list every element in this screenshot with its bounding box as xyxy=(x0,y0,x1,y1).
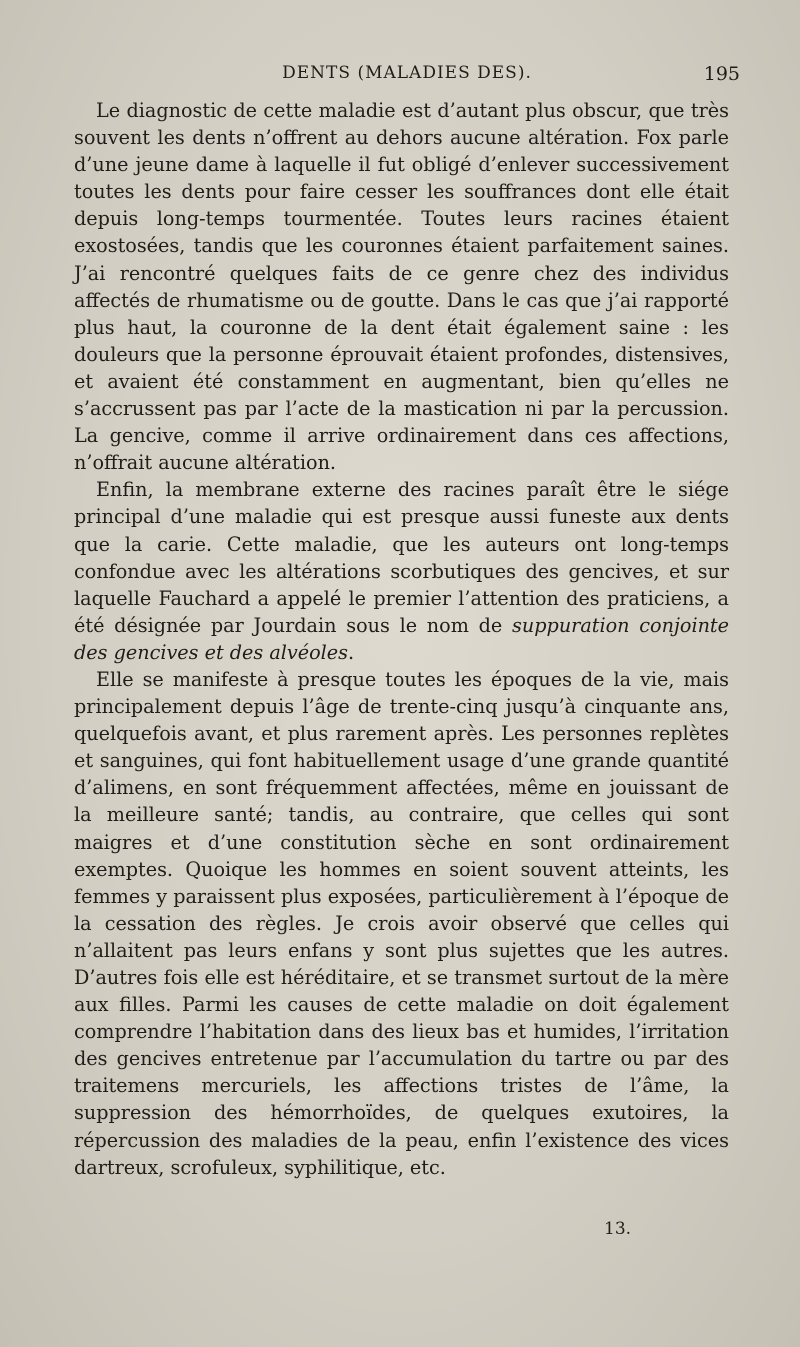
signature-mark: 13. xyxy=(604,1219,632,1239)
body-text xyxy=(74,97,729,1181)
page-number: 195 xyxy=(703,63,740,85)
paragraph-membrane xyxy=(74,476,729,666)
running-title: DENTS (MALADIES DES). xyxy=(282,63,532,83)
paragraph-causes xyxy=(74,666,729,1181)
running-head xyxy=(74,63,740,93)
paragraph-causes-text: Elle se manifeste à presque toutes les époques de la vie, mais principalement depuis l’âge de trente-cinq jusqu’à cinquante ans, quelquefois avant, et plus rarement après. Les personnes replètes et sanguines, qui font habituellement usage d’une grande quantité d’alimens, en sont fréquemment affectées, même en jouissant de la meilleure santé; tandis, au contraire, que celles qui sont maigres et d’une constitution sèche en sont ordinairement exemptes. Quoique les hommes en soient souvent atteints, les femmes y paraissent plus exposées, particulièrement à l’époque de la cessation des règles. Je crois avoir observé que celles qui n’allaitent pas leurs enfans y sont plus sujettes que les autres. D’autres fois elle est héréditaire, et se transmet surtout de la mère aux filles. Parmi les causes de cette maladie on doit également comprendre l’habitation dans des lieux bas et humides, l’irritation des gencives entretenue par l’accumulation du tartre ou par des traitemens mercuriels, les affections tristes de l’âme, la suppression des hémorrhoïdes, de quelques exutoires, la répercussion des maladies de la peau, enfin l’existence des vices dartreux, scrofuleux, syphilitique, etc. xyxy=(74,667,729,1179)
paragraph-membrane-text: Enfin, la membrane externe des racines paraît être le siége principal d’une maladie qui est presque aussi funeste aux dents que la carie. Cette maladie, que les auteurs ont long-temps confondue avec les altérations scorbutiques des gencives, et sur laquelle Fauchard a appelé le premier l’attention des praticiens, a été désignée par Jourdain sous le nom de xyxy=(74,478,729,637)
disease-name-italic: suppuration conjointe des gencives et des alvéoles xyxy=(74,613,729,664)
paragraph-diagnostic xyxy=(74,97,729,476)
paragraph-membrane-end: . xyxy=(348,640,355,664)
paragraph-diagnostic-text: Le diagnostic de cette maladie est d’autant plus obscur, que très souvent les dents n’offrent au dehors aucune altération. Fox parle d’une jeune dame à laquelle il fut obligé d’enlever successivement toutes les dents pour faire cesser les souffrances dont elle était depuis long-temps tourmentée. Toutes leurs racines étaient exostosées, tandis que les couronnes étaient parfaitement saines. J’ai rencontré quelques faits de ce genre chez des individus affectés de rhumatisme ou de goutte. Dans le cas que j’ai rapporté plus haut, la couronne de la dent était également saine : les douleurs que la personne éprouvait étaient profondes, distensives, et avaient été constamment en augmentant, bien qu’elles ne s’accrussent pas par l’acte de la mastication ni par la percussion. La gencive, comme il arrive ordinairement dans ces affections, n’offrait aucune altération. xyxy=(74,99,729,475)
